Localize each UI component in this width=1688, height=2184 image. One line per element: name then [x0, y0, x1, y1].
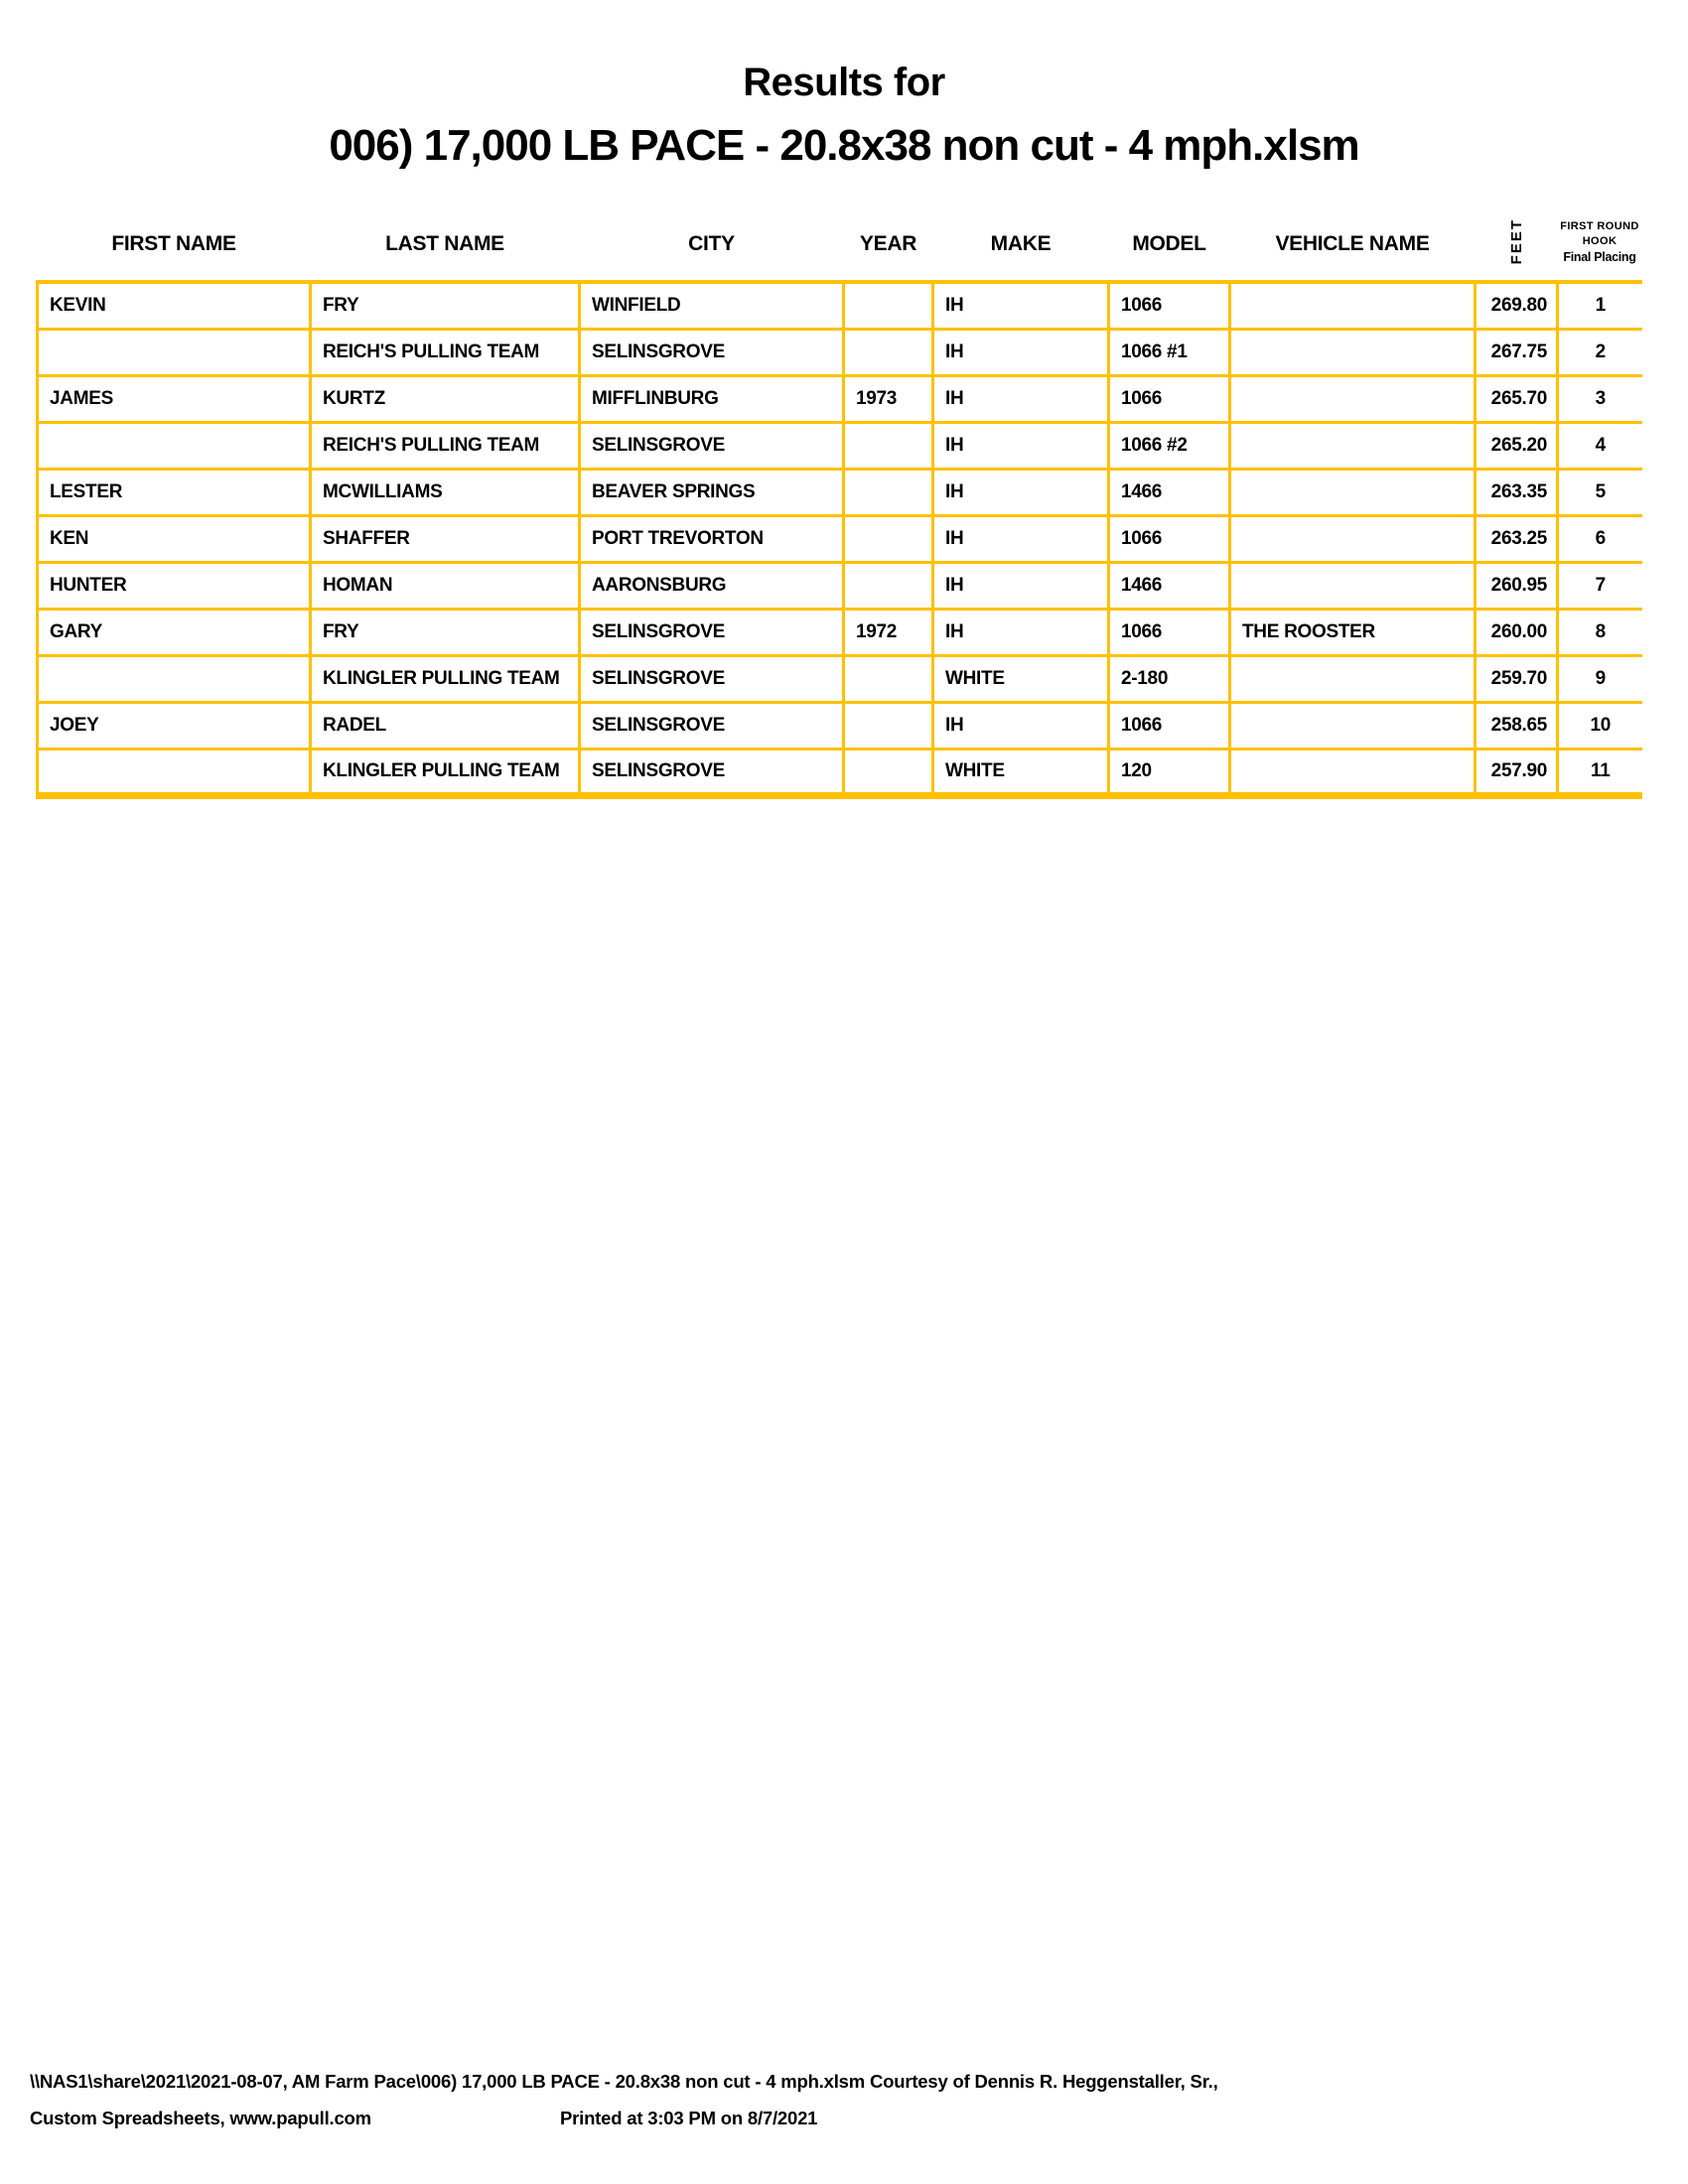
cell-last-name: KLINGLER PULLING TEAM — [311, 749, 580, 795]
cell-year: 1972 — [844, 609, 933, 655]
cell-placing: 1 — [1558, 282, 1642, 329]
table-row — [38, 609, 1642, 655]
cell-model: 1066 — [1109, 375, 1230, 422]
cell-city: PORT TREVORTON — [580, 515, 844, 562]
cell-model: 1066 #2 — [1109, 422, 1230, 469]
cell-placing: 11 — [1558, 749, 1642, 795]
cell-vehicle-name — [1230, 422, 1476, 469]
table-row — [38, 282, 1642, 329]
placing-header-line2: HOOK — [1582, 235, 1618, 247]
cell-placing: 5 — [1558, 469, 1642, 515]
cell-last-name: RADEL — [311, 702, 580, 749]
header-row — [38, 187, 1642, 282]
column-header-placing — [1558, 187, 1642, 282]
cell-year — [844, 469, 933, 515]
cell-first-name: GARY — [38, 609, 311, 655]
table-row — [38, 702, 1642, 749]
column-header-model: MODEL — [1132, 232, 1206, 255]
cell-vehicle-name — [1230, 749, 1476, 795]
cell-last-name: FRY — [311, 609, 580, 655]
column-header-feet — [1476, 187, 1558, 282]
cell-model: 120 — [1109, 749, 1230, 795]
cell-year — [844, 655, 933, 702]
cell-last-name: REICH'S PULLING TEAM — [311, 422, 580, 469]
cell-first-name: KEVIN — [38, 282, 311, 329]
cell-vehicle-name — [1230, 469, 1476, 515]
cell-model: 1066 — [1109, 702, 1230, 749]
page-footer — [30, 2071, 1678, 2129]
cell-first-name: JAMES — [38, 375, 311, 422]
cell-feet: 260.95 — [1476, 562, 1558, 609]
cell-make: IH — [933, 515, 1109, 562]
table-row — [38, 422, 1642, 469]
cell-feet: 269.80 — [1476, 282, 1558, 329]
cell-year — [844, 282, 933, 329]
cell-vehicle-name — [1230, 375, 1476, 422]
table-row — [38, 375, 1642, 422]
cell-first-name — [38, 655, 311, 702]
cell-last-name: FRY — [311, 282, 580, 329]
cell-feet: 259.70 — [1476, 655, 1558, 702]
cell-model: 1066 — [1109, 515, 1230, 562]
cell-city: SELINSGROVE — [580, 422, 844, 469]
cell-first-name: LESTER — [38, 469, 311, 515]
cell-last-name: SHAFFER — [311, 515, 580, 562]
cell-model: 1466 — [1109, 469, 1230, 515]
cell-make: IH — [933, 282, 1109, 329]
cell-feet: 263.35 — [1476, 469, 1558, 515]
placing-header-line3: Final Placing — [1563, 250, 1636, 264]
results-table — [36, 187, 1642, 799]
cell-year — [844, 515, 933, 562]
cell-city: SELINSGROVE — [580, 609, 844, 655]
cell-feet: 260.00 — [1476, 609, 1558, 655]
page-subtitle: 006) 17,000 LB PACE - 20.8x38 non cut - 4 mph.xlsm — [329, 121, 1359, 170]
column-header-make: MAKE — [990, 232, 1052, 255]
table-row — [38, 562, 1642, 609]
cell-placing: 9 — [1558, 655, 1642, 702]
cell-first-name — [38, 749, 311, 795]
cell-feet: 265.20 — [1476, 422, 1558, 469]
cell-placing: 10 — [1558, 702, 1642, 749]
cell-model: 1066 #1 — [1109, 329, 1230, 375]
cell-model: 2-180 — [1109, 655, 1230, 702]
cell-city: SELINSGROVE — [580, 655, 844, 702]
feet-rotated-label: FEET — [1507, 217, 1525, 264]
cell-placing: 2 — [1558, 329, 1642, 375]
cell-last-name: REICH'S PULLING TEAM — [311, 329, 580, 375]
table-row — [38, 329, 1642, 375]
cell-first-name — [38, 329, 311, 375]
footer-file-path: \\NAS1\share\2021\2021-08-07, AM Farm Pace\006) 17,000 LB PACE - 20.8x38 non cut - 4 mph.xlsm Courtesy of Dennis R. Heggenstaller, Sr., — [30, 2071, 1218, 2092]
cell-vehicle-name — [1230, 655, 1476, 702]
cell-placing: 7 — [1558, 562, 1642, 609]
cell-year — [844, 422, 933, 469]
cell-make: IH — [933, 422, 1109, 469]
table-row — [38, 655, 1642, 702]
cell-feet: 263.25 — [1476, 515, 1558, 562]
cell-last-name: KLINGLER PULLING TEAM — [311, 655, 580, 702]
footer-credit: Custom Spreadsheets, www.papull.com — [30, 2108, 371, 2128]
cell-last-name: MCWILLIAMS — [311, 469, 580, 515]
cell-year — [844, 562, 933, 609]
column-header-first-name: FIRST NAME — [111, 232, 236, 255]
column-header-vehicle-name: VEHICLE NAME — [1275, 232, 1430, 255]
cell-city: MIFFLINBURG — [580, 375, 844, 422]
cell-make: IH — [933, 702, 1109, 749]
cell-make: IH — [933, 469, 1109, 515]
cell-model: 1466 — [1109, 562, 1230, 609]
cell-city: SELINSGROVE — [580, 749, 844, 795]
cell-city: BEAVER SPRINGS — [580, 469, 844, 515]
cell-feet: 265.70 — [1476, 375, 1558, 422]
cell-make: IH — [933, 375, 1109, 422]
cell-year — [844, 749, 933, 795]
cell-vehicle-name — [1230, 515, 1476, 562]
results-table-body — [38, 282, 1642, 795]
cell-feet: 257.90 — [1476, 749, 1558, 795]
table-row — [38, 749, 1642, 795]
page-title: Results for — [743, 61, 945, 104]
cell-year — [844, 702, 933, 749]
cell-first-name — [38, 422, 311, 469]
cell-feet: 258.65 — [1476, 702, 1558, 749]
cell-first-name: KEN — [38, 515, 311, 562]
cell-make: IH — [933, 562, 1109, 609]
cell-vehicle-name — [1230, 702, 1476, 749]
placing-header-line1: FIRST ROUND — [1560, 220, 1639, 232]
cell-placing: 4 — [1558, 422, 1642, 469]
cell-year: 1973 — [844, 375, 933, 422]
cell-feet: 267.75 — [1476, 329, 1558, 375]
cell-city: SELINSGROVE — [580, 329, 844, 375]
footer-line2 — [30, 2108, 1678, 2129]
cell-year — [844, 329, 933, 375]
cell-model: 1066 — [1109, 282, 1230, 329]
column-header-year: YEAR — [859, 232, 917, 255]
cell-make: WHITE — [933, 655, 1109, 702]
cell-vehicle-name — [1230, 562, 1476, 609]
table-row — [38, 469, 1642, 515]
cell-make: IH — [933, 329, 1109, 375]
cell-vehicle-name — [1230, 282, 1476, 329]
cell-model: 1066 — [1109, 609, 1230, 655]
cell-placing: 8 — [1558, 609, 1642, 655]
cell-vehicle-name — [1230, 329, 1476, 375]
footer-printed-timestamp: Printed at 3:03 PM on 8/7/2021 — [560, 2108, 818, 2128]
cell-last-name: HOMAN — [311, 562, 580, 609]
column-header-city: CITY — [688, 232, 735, 255]
cell-city: WINFIELD — [580, 282, 844, 329]
cell-city: SELINSGROVE — [580, 702, 844, 749]
cell-first-name: JOEY — [38, 702, 311, 749]
cell-make: IH — [933, 609, 1109, 655]
cell-placing: 6 — [1558, 515, 1642, 562]
cell-vehicle-name: THE ROOSTER — [1230, 609, 1476, 655]
cell-make: WHITE — [933, 749, 1109, 795]
cell-first-name: HUNTER — [38, 562, 311, 609]
column-header-last-name: LAST NAME — [385, 232, 504, 255]
cell-placing: 3 — [1558, 375, 1642, 422]
cell-last-name: KURTZ — [311, 375, 580, 422]
cell-city: AARONSBURG — [580, 562, 844, 609]
table-row — [38, 515, 1642, 562]
